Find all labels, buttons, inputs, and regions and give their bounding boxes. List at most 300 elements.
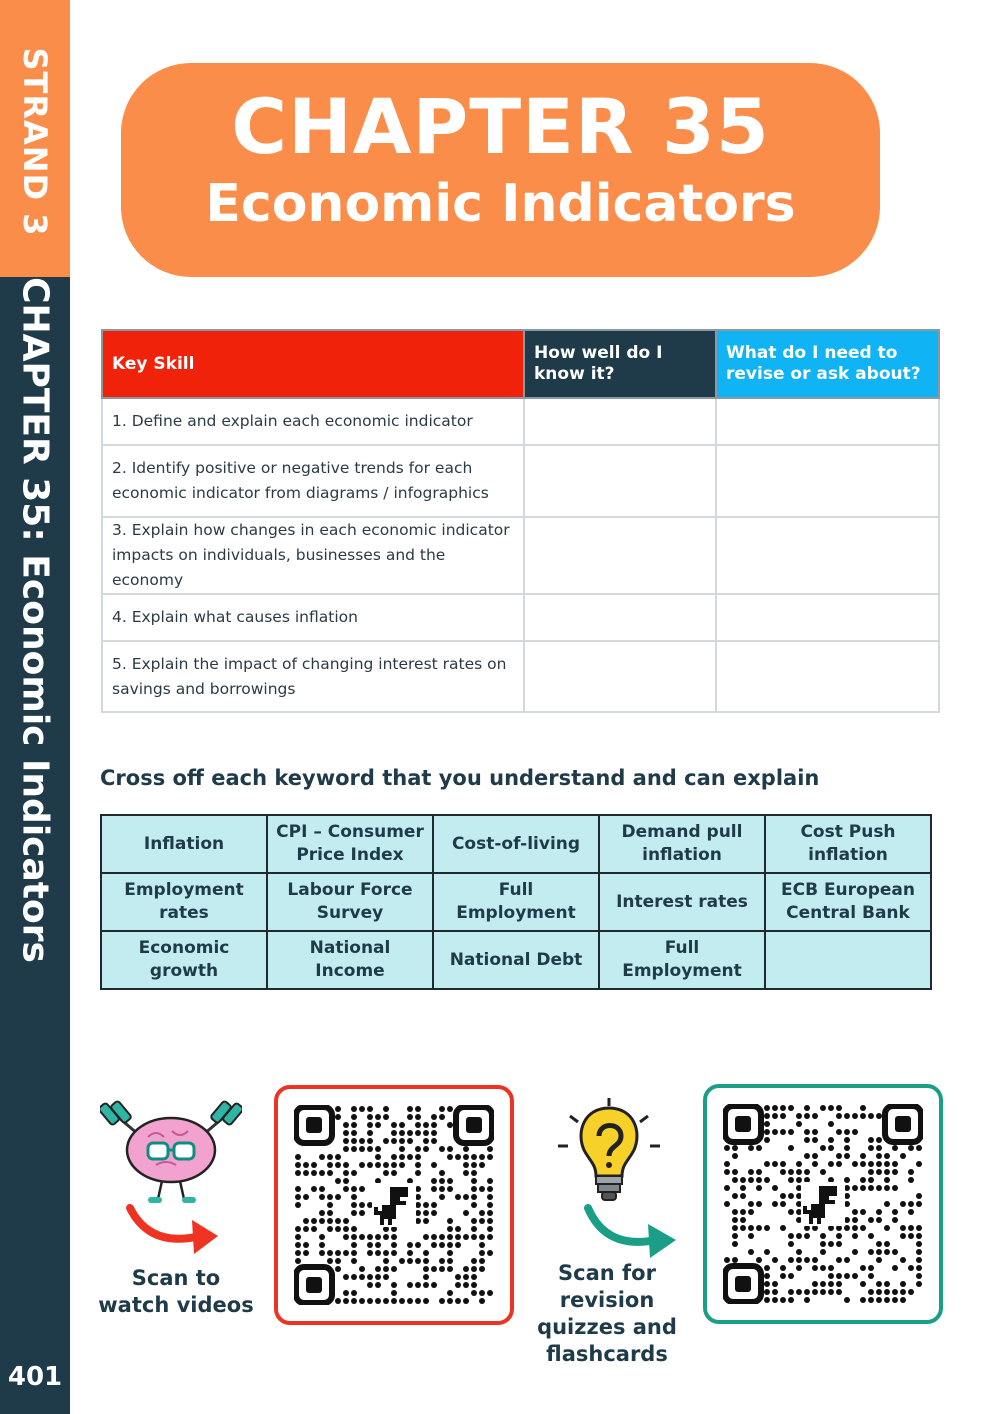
qr-dot — [295, 1162, 301, 1168]
qr-dot — [748, 1233, 754, 1239]
qr-dot — [295, 1242, 301, 1248]
qr-dot — [463, 1146, 469, 1152]
qr-dot — [415, 1154, 421, 1160]
keyword-cell[interactable]: Full Employment — [599, 931, 765, 989]
self-rating-cell[interactable] — [524, 445, 716, 517]
qr-dot — [423, 1250, 429, 1256]
qr-dot — [311, 1218, 317, 1224]
qr-dot — [455, 1298, 461, 1304]
qr-dot — [479, 1186, 485, 1192]
keyword-cell[interactable]: Interest rates — [599, 873, 765, 931]
qr-dot — [319, 1234, 325, 1240]
qr-dot — [836, 1105, 842, 1111]
qr-dot — [860, 1177, 866, 1183]
qr-dot — [471, 1218, 477, 1224]
qr-dot — [764, 1225, 770, 1231]
qr-dot — [407, 1130, 413, 1136]
qr-dot — [383, 1162, 389, 1168]
qr-dot — [383, 1138, 389, 1144]
qr-dot — [788, 1209, 794, 1215]
qr-dot — [796, 1249, 802, 1255]
table-row — [102, 517, 939, 594]
qr-dot — [343, 1122, 349, 1128]
qr-dot — [431, 1114, 437, 1120]
qr-dot — [876, 1137, 882, 1143]
qr-dot — [375, 1154, 381, 1160]
qr-dot — [828, 1265, 834, 1271]
qr-dot — [876, 1241, 882, 1247]
qr-dot — [391, 1234, 397, 1240]
qr-dot — [319, 1170, 325, 1176]
qr-dot — [764, 1113, 770, 1119]
qr-dot — [351, 1130, 357, 1136]
qr-dot — [295, 1258, 301, 1264]
qr-dot — [375, 1242, 381, 1248]
qr-dot — [311, 1170, 317, 1176]
qr-dot — [335, 1114, 341, 1120]
skill-cell: 5. Explain the impact of changing interest rates on savings and borrowings — [102, 641, 524, 712]
qr-dot — [836, 1273, 842, 1279]
qr-dot — [876, 1249, 882, 1255]
qr-dot — [812, 1161, 818, 1167]
qr-dot — [796, 1265, 802, 1271]
keyword-cell[interactable] — [765, 931, 931, 989]
qr-dot — [399, 1122, 405, 1128]
qr-dot — [399, 1154, 405, 1160]
qr-dot — [852, 1225, 858, 1231]
qr-dot — [439, 1298, 445, 1304]
qr-dot — [844, 1113, 850, 1119]
qr-dot — [471, 1234, 477, 1240]
qr-dot — [732, 1257, 738, 1263]
qr-dot — [908, 1145, 914, 1151]
qr-dot — [772, 1297, 778, 1303]
qr-dot — [391, 1282, 397, 1288]
qr-dot — [764, 1273, 770, 1279]
qr-dot — [367, 1250, 373, 1256]
qr-dot — [860, 1113, 866, 1119]
qr-dot — [343, 1250, 349, 1256]
qr-dot — [383, 1266, 389, 1272]
qr-dot — [756, 1225, 762, 1231]
qr-dot — [479, 1250, 485, 1256]
qr-dot — [343, 1290, 349, 1296]
qr-dot — [828, 1137, 834, 1143]
qr-dot — [407, 1106, 413, 1112]
qr-dot — [796, 1233, 802, 1239]
qr-dot — [399, 1130, 405, 1136]
qr-dot — [884, 1153, 890, 1159]
qr-dot — [375, 1114, 381, 1120]
qr-dot — [415, 1130, 421, 1136]
qr-dot — [391, 1170, 397, 1176]
qr-dot — [876, 1289, 882, 1295]
qr-dot — [788, 1177, 794, 1183]
qr-dot — [812, 1113, 818, 1119]
qr-dot — [415, 1282, 421, 1288]
qr-dot — [319, 1242, 325, 1248]
qr-dot — [479, 1266, 485, 1272]
qr-dot — [764, 1137, 770, 1143]
qr-dot — [852, 1209, 858, 1215]
qr-dot — [780, 1169, 786, 1175]
qr-dot — [820, 1241, 826, 1247]
keyword-cell[interactable]: Full Employment — [433, 873, 599, 931]
qr-dot — [740, 1217, 746, 1223]
qr-dot — [820, 1265, 826, 1271]
qr-dot — [916, 1233, 922, 1239]
qr-dot — [431, 1282, 437, 1288]
qr-dot — [876, 1169, 882, 1175]
qr-dot — [359, 1210, 365, 1216]
qr-dot — [423, 1266, 429, 1272]
qr-dot — [764, 1105, 770, 1111]
qr-dot — [804, 1169, 810, 1175]
qr-dot — [836, 1129, 842, 1135]
qr-dot — [764, 1161, 770, 1167]
qr-dot — [383, 1258, 389, 1264]
qr-dot — [343, 1138, 349, 1144]
qr-dot — [455, 1234, 461, 1240]
keyword-cell[interactable]: ECB European Central Bank — [765, 873, 931, 931]
lightbulb-question-icon — [556, 1096, 662, 1206]
qr-dot — [295, 1170, 301, 1176]
qr-dot — [319, 1218, 325, 1224]
qr-dot — [455, 1154, 461, 1160]
qr-dot — [423, 1122, 429, 1128]
revise-notes-cell[interactable] — [716, 517, 939, 594]
qr-dot — [732, 1241, 738, 1247]
qr-dot — [303, 1226, 309, 1232]
qr-dot — [804, 1297, 810, 1303]
qr-dot — [439, 1146, 445, 1152]
qr-dot — [487, 1186, 493, 1192]
qr-dot — [391, 1298, 397, 1304]
self-rating-cell[interactable] — [524, 517, 716, 594]
qr-dot — [407, 1138, 413, 1144]
qr-dot — [892, 1217, 898, 1223]
qr-code-icon — [723, 1104, 923, 1304]
qr-dot — [295, 1202, 301, 1208]
qr-dot — [447, 1218, 453, 1224]
qr-dot — [812, 1281, 818, 1287]
qr-dot — [423, 1202, 429, 1208]
qr-dot — [303, 1242, 309, 1248]
qr-dot — [463, 1194, 469, 1200]
keyword-cell[interactable]: CPI – Consumer Price Index — [267, 815, 433, 873]
qr-dot — [359, 1138, 365, 1144]
qr-dot — [892, 1169, 898, 1175]
revise-notes-cell[interactable] — [716, 398, 939, 445]
qr-dot — [359, 1298, 365, 1304]
qr-dot — [812, 1289, 818, 1295]
qr-dot — [820, 1249, 826, 1255]
qr-dot — [319, 1250, 325, 1256]
revise-notes-cell[interactable] — [716, 641, 939, 712]
qr-dot — [772, 1185, 778, 1191]
keyword-cell[interactable]: Labour Force Survey — [267, 873, 433, 931]
qr-dot — [439, 1258, 445, 1264]
qr-dot — [724, 1201, 730, 1207]
qr-dot — [407, 1258, 413, 1264]
qr-dot — [335, 1194, 341, 1200]
qr-dot — [820, 1281, 826, 1287]
qr-dot — [351, 1186, 357, 1192]
qr-dot — [852, 1161, 858, 1167]
qr-dot — [884, 1241, 890, 1247]
qr-dot — [455, 1282, 461, 1288]
qr-dot — [796, 1169, 802, 1175]
qr-dot — [764, 1249, 770, 1255]
self-rating-cell[interactable] — [524, 398, 716, 445]
qr-dot — [463, 1274, 469, 1280]
qr-dot — [884, 1161, 890, 1167]
qr-dot — [884, 1225, 890, 1231]
qr-dot — [367, 1162, 373, 1168]
qr-dot — [892, 1265, 898, 1271]
qr-dot — [487, 1210, 493, 1216]
qr-dot — [732, 1177, 738, 1183]
qr-dot — [732, 1233, 738, 1239]
revise-notes-cell[interactable] — [716, 445, 939, 517]
qr-dot — [407, 1298, 413, 1304]
qr-dot — [423, 1274, 429, 1280]
qr-dot — [391, 1290, 397, 1296]
qr-dot — [423, 1138, 429, 1144]
qr-dot — [772, 1113, 778, 1119]
qr-dot — [487, 1146, 493, 1152]
table-row — [102, 641, 939, 712]
qr-dot — [471, 1290, 477, 1296]
qr-dot — [772, 1281, 778, 1287]
qr-dot — [868, 1217, 874, 1223]
qr-dot — [868, 1265, 874, 1271]
qr-dot — [788, 1297, 794, 1303]
qr-dot — [423, 1298, 429, 1304]
qr-dot — [351, 1290, 357, 1296]
header-how-well: How well do I know it? — [524, 330, 716, 398]
qr-dot — [764, 1121, 770, 1127]
qr-dot — [447, 1146, 453, 1152]
qr-dot — [820, 1145, 826, 1151]
qr-dot — [836, 1257, 842, 1263]
qr-dot — [732, 1193, 738, 1199]
keyword-cell[interactable]: Cost Push inflation — [765, 815, 931, 873]
keyword-cell[interactable]: Inflation — [101, 815, 267, 873]
qr-dot — [756, 1257, 762, 1263]
qr-dot — [756, 1169, 762, 1175]
qr-dot — [471, 1282, 477, 1288]
qr-dot — [900, 1225, 906, 1231]
qr-dot — [447, 1298, 453, 1304]
chapter-banner — [121, 63, 880, 277]
qr-dot — [916, 1161, 922, 1167]
qr-dot — [900, 1257, 906, 1263]
qr-dot — [303, 1162, 309, 1168]
qr-dot — [351, 1106, 357, 1112]
qr-dot — [836, 1161, 842, 1167]
qr-dot — [836, 1289, 842, 1295]
qr-dot — [351, 1226, 357, 1232]
qr-dot — [343, 1162, 349, 1168]
qr-dot — [852, 1185, 858, 1191]
qr-dot — [852, 1113, 858, 1119]
qr-dot — [351, 1202, 357, 1208]
qr-dot — [844, 1273, 850, 1279]
qr-dot — [415, 1298, 421, 1304]
qr-dot — [439, 1178, 445, 1184]
keyword-cell[interactable]: Cost-of-living — [433, 815, 599, 873]
qr-dot — [868, 1145, 874, 1151]
qr-dot — [351, 1274, 357, 1280]
qr-dot — [431, 1138, 437, 1144]
qr-dot — [479, 1298, 485, 1304]
qr-dot — [860, 1153, 866, 1159]
qr-dot — [295, 1154, 301, 1160]
keyword-cell[interactable]: Employment rates — [101, 873, 267, 931]
qr-dot — [415, 1146, 421, 1152]
qr-dot — [836, 1233, 842, 1239]
qr-dot — [335, 1266, 341, 1272]
video-qr-code[interactable] — [274, 1085, 514, 1325]
qr-dot — [463, 1234, 469, 1240]
keyword-cell[interactable]: National Income — [267, 931, 433, 989]
qr-dot — [876, 1297, 882, 1303]
keyword-cell[interactable]: National Debt — [433, 931, 599, 989]
keyword-cell[interactable]: Demand pull inflation — [599, 815, 765, 873]
qr-dot — [455, 1226, 461, 1232]
qr-dot — [367, 1114, 373, 1120]
qr-dot — [724, 1257, 730, 1263]
self-rating-cell[interactable] — [524, 594, 716, 641]
table-header-row — [102, 330, 939, 398]
qr-dot — [828, 1161, 834, 1167]
qr-dot — [311, 1186, 317, 1192]
qr-dot — [407, 1250, 413, 1256]
qr-dot — [732, 1145, 738, 1151]
qr-dot — [391, 1266, 397, 1272]
qr-dot — [463, 1266, 469, 1272]
qr-dot — [375, 1122, 381, 1128]
qr-dot — [828, 1273, 834, 1279]
qr-dot — [892, 1289, 898, 1295]
self-rating-cell[interactable] — [524, 641, 716, 712]
qr-dot — [892, 1145, 898, 1151]
qr-dot — [908, 1201, 914, 1207]
qr-dot — [876, 1185, 882, 1191]
qr-dot — [359, 1146, 365, 1152]
qr-dot — [724, 1161, 730, 1167]
qr-dot — [343, 1130, 349, 1136]
qr-dot — [447, 1250, 453, 1256]
qr-dot — [852, 1129, 858, 1135]
qr-dot — [804, 1137, 810, 1143]
revision-qr-code[interactable] — [703, 1084, 943, 1324]
qr-dot — [399, 1258, 405, 1264]
qr-dot — [724, 1185, 730, 1191]
qr-dot — [455, 1242, 461, 1248]
qr-dot — [804, 1105, 810, 1111]
qr-dot — [860, 1281, 866, 1287]
qr-dot — [732, 1169, 738, 1175]
qr-dot — [796, 1257, 802, 1263]
qr-dot — [295, 1186, 301, 1192]
qr-dot — [383, 1106, 389, 1112]
qr-dot — [471, 1186, 477, 1192]
qr-dot — [892, 1161, 898, 1167]
qr-dot — [447, 1106, 453, 1112]
qr-dot — [455, 1194, 461, 1200]
qr-dot — [868, 1161, 874, 1167]
revise-notes-cell[interactable] — [716, 594, 939, 641]
qr-dot — [471, 1258, 477, 1264]
qr-dot — [852, 1217, 858, 1223]
key-skills-table — [101, 329, 940, 713]
qr-dot — [431, 1122, 437, 1128]
qr-dot — [804, 1153, 810, 1159]
qr-dot — [884, 1185, 890, 1191]
qr-dot — [479, 1218, 485, 1224]
qr-dot — [423, 1130, 429, 1136]
qr-dot — [764, 1281, 770, 1287]
qr-dot — [383, 1250, 389, 1256]
qr-dot — [327, 1250, 333, 1256]
qr-dot — [423, 1234, 429, 1240]
qr-dot — [836, 1113, 842, 1119]
qr-dot — [439, 1194, 445, 1200]
chapter-number: CHAPTER 35 — [231, 82, 770, 171]
qr-dot — [367, 1130, 373, 1136]
qr-dot — [724, 1145, 730, 1151]
qr-dot — [343, 1218, 349, 1224]
qr-dot — [740, 1225, 746, 1231]
qr-dot — [471, 1170, 477, 1176]
qr-dot — [431, 1178, 437, 1184]
qr-dot — [788, 1169, 794, 1175]
qr-dot — [780, 1201, 786, 1207]
qr-dot — [423, 1210, 429, 1216]
qr-dot — [343, 1170, 349, 1176]
qr-dot — [916, 1265, 922, 1271]
strand-label: STRAND 3 — [16, 47, 54, 237]
qr-dot — [455, 1274, 461, 1280]
qr-dot — [876, 1113, 882, 1119]
keyword-cell[interactable]: Economic growth — [101, 931, 267, 989]
qr-dot — [439, 1242, 445, 1248]
qr-dot — [740, 1177, 746, 1183]
qr-dot — [351, 1138, 357, 1144]
qr-dot — [884, 1201, 890, 1207]
qr-dot — [812, 1265, 818, 1271]
qr-dot — [780, 1129, 786, 1135]
qr-dot — [796, 1113, 802, 1119]
qr-dot — [788, 1289, 794, 1295]
qr-dot — [367, 1138, 373, 1144]
qr-dot — [748, 1249, 754, 1255]
qr-dot — [764, 1265, 770, 1271]
qr-dot — [343, 1178, 349, 1184]
qr-dot — [852, 1233, 858, 1239]
keyword-row — [101, 931, 931, 989]
qr-dot — [900, 1289, 906, 1295]
qr-dot — [748, 1177, 754, 1183]
qr-dot — [820, 1233, 826, 1239]
qr-dot — [884, 1297, 890, 1303]
qr-dot — [844, 1145, 850, 1151]
qr-dot — [487, 1234, 493, 1240]
qr-dot — [335, 1298, 341, 1304]
qr-dot — [756, 1145, 762, 1151]
